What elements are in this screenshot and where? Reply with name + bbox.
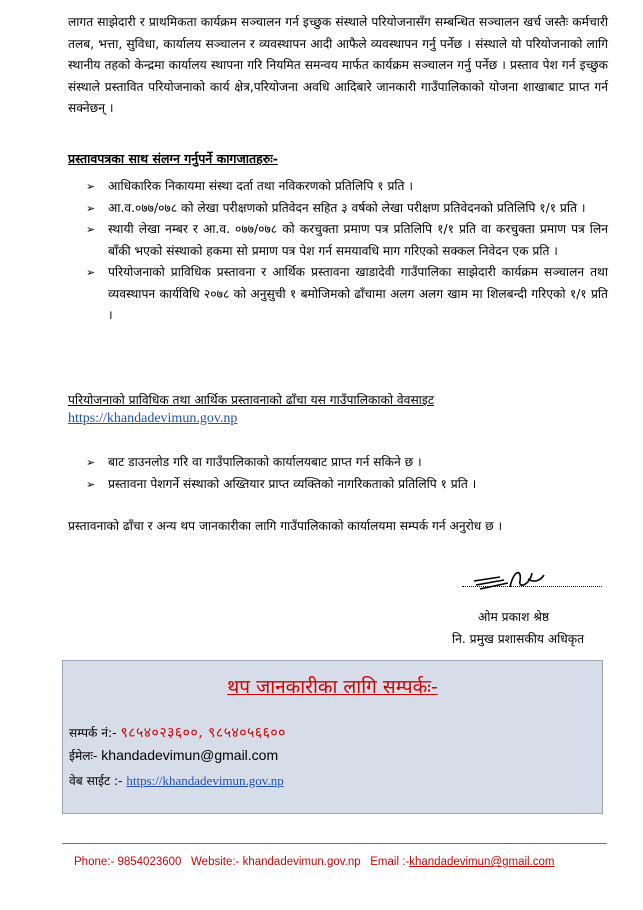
- template-note: परियोजनाको प्राविधिक तथा आर्थिक प्रस्तावनाको ढाँचा यस गाउँपालिकाको वेवसाइट: [68, 393, 434, 407]
- contact-website-link[interactable]: https://khandadevimun.gov.np: [126, 773, 284, 788]
- email-value: khandadevimun@gmail.com: [101, 747, 279, 763]
- contact-box: [62, 660, 603, 814]
- list-item: ➢ स्थायी लेखा नम्बर र आ.व. ०७७/०७८ को करचुक्ता प्रमाण पत्र प्रतिलिपि १/१ प्रति वा करचुक्ता प्रमाण पत्र लिन बाँकी भएको संस्थाको हकमा सो प्रमाण पत्र पेश गर्न समयावधि माग गरिएको सक्कल निवेदन एक प्रति ।: [86, 219, 608, 262]
- intro-paragraph: लागत साझेदारी र प्राथमिकता कार्यक्रम सञ्चालन गर्न इच्छुक संस्थाले परियोजनासँग सम्बन्धित सञ्चालन खर्च जस्तैः कर्मचारी तलब, भत्ता, सुविधा, कार्यालय सञ्चालन र व्यवस्थापन आदी आफैले व्यवस्थापन गर्नु पर्नेछ । संस्थाले यो परियोजनाको लागि स्थानीय तहको केन्द्रमा कार्यालय स्थापना गरि नियमित समन्वय मार्फत कार्यक्रम सञ्चालन गर्नु पर्नेछ । प्रस्ताव पेश गर्न इच्छुक संस्थाले प्रस्तावित परियोजनाको कार्य क्षेत्र,परियोजना अवधि आदिबारे जानकारी गाउँपालिकाको योजना शाखाबाट प्राप्त गर्न सक्नेछन् ।: [68, 15, 608, 115]
- attachments-title: प्रस्तावपत्रका साथ संलग्न गर्नुपर्ने कागजातहरुः-: [68, 151, 278, 166]
- signer-name: ओम प्रकाश श्रेष्ठ: [478, 610, 550, 624]
- phone-label: सम्पर्क नं:-: [69, 726, 121, 740]
- contact-web-row: [69, 772, 284, 789]
- footer-divider: [62, 843, 607, 844]
- signature-line: [462, 586, 602, 587]
- arrow-bullet-icon: ➢: [86, 456, 96, 469]
- contact-heading: थप जानकारीका लागि सम्पर्कः-: [227, 676, 438, 698]
- web-label: वेब साईट :-: [69, 774, 127, 788]
- signer-title: नि. प्रमुख प्रशासकीय अधिकृत: [452, 632, 585, 646]
- footer-website: Website:- khandadevimun.gov.np: [191, 856, 361, 868]
- contact-phone-row: [69, 723, 286, 742]
- footer-email[interactable]: khandadevimun@gmail.com: [409, 856, 555, 868]
- list-item: ➢ आ.व.०७७/०७८ को लेखा परीक्षणको प्रतिवेदन सहित ३ वर्षको लेखा परीक्षण प्रतिवेदनको प्रतिलिपि १/१ प्रति ।: [86, 198, 608, 220]
- footer: [74, 856, 555, 868]
- contact-email-row: [69, 747, 278, 764]
- arrow-bullet-icon: ➢: [86, 201, 96, 215]
- list-item: ➢ परियोजनाको प्राविधिक प्रस्तावना र आर्थिक प्रस्तावना खाडादेवी गाउँपालिका साझेदारी कार्यक्रम सञ्चालन तथा व्यवस्थापन कार्यविधि २०७८ को अनुसुची १ बमोजिमको ढाँचामा अलग अलग खाम मा शिलबन्दी गरिएको १/१ प्रति ।: [86, 262, 608, 327]
- more-items-list: [86, 452, 608, 495]
- arrow-bullet-icon: ➢: [86, 180, 96, 193]
- list-item: ➢ आधिकारिक निकायमा संस्था दर्ता तथा नविकरणको प्रतिलिपि १ प्रति ।: [86, 176, 608, 198]
- arrow-bullet-icon: ➢: [86, 477, 96, 491]
- closing-request: प्रस्तावनाको ढाँचा र अन्य थप जानकारीका लागि गाउँपालिकाको कार्यालयमा सम्पर्क गर्न अनुरोध छ ।: [68, 519, 503, 533]
- phone-value: ९८५४०२३६००, ९८५४०५६६००: [120, 725, 286, 741]
- list-item: ➢ प्रस्तावना पेशगर्ने संस्थाको अख्तियार प्राप्त व्यक्तिको नागरिकताको प्रतिलिपि १ प्रति ।: [86, 474, 608, 496]
- footer-email-label: Email :-: [370, 856, 410, 868]
- signature-icon: [470, 565, 550, 593]
- footer-phone: Phone:- 9854023600: [74, 856, 182, 868]
- list-item: ➢ बाट डाउनलोड गरि वा गाउँपालिकाको कार्यालयबाट प्राप्त गर्न सकिने छ ।: [86, 452, 608, 474]
- arrow-bullet-icon: ➢: [86, 223, 96, 236]
- website-link[interactable]: https://khandadevimun.gov.np: [68, 411, 238, 426]
- email-label: ईमेलः-: [69, 749, 102, 763]
- arrow-bullet-icon: ➢: [86, 266, 96, 279]
- attachments-list: [86, 176, 608, 327]
